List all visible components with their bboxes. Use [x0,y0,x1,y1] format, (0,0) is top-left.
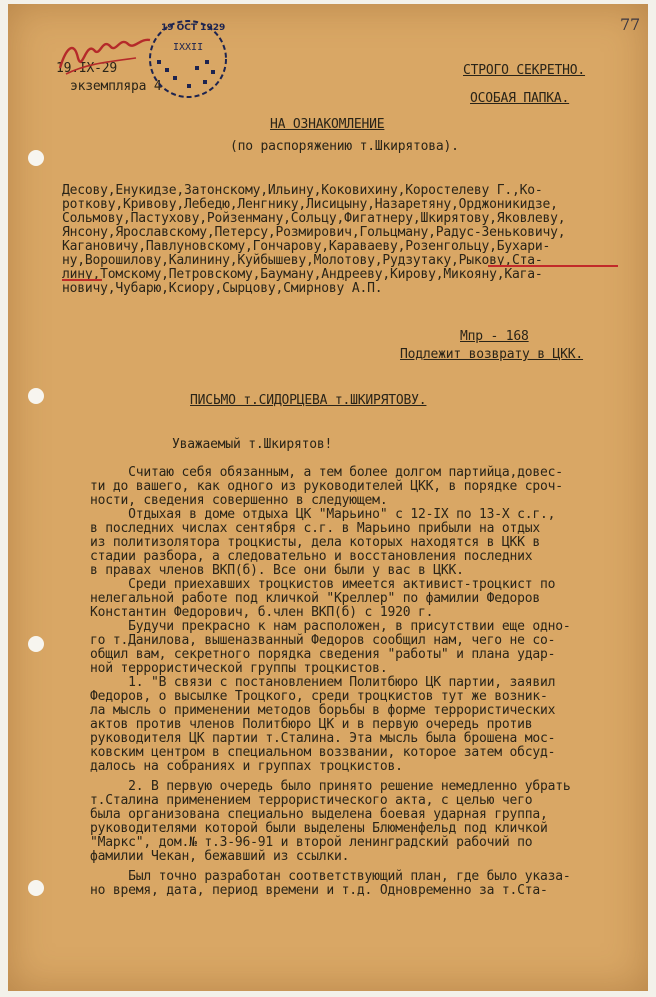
letter-line: Будучи прекрасно к нам расположен, в присутствии еще одно- [90,619,571,634]
binder-hole [28,150,44,166]
letter-line: руководителями которой были выделены Блюменфельд под кличкой [90,821,548,836]
distribution-line: Кагановичу,Павлуновскому,Гончарову,Караваеву,Розенгольцу,Бухари- [62,239,551,254]
letter-line: ности, сведения совершенно в следующем. [90,493,388,508]
letter-line: далось на собраниях и группах троцкистов. [90,759,403,774]
return-note: Подлежит возврату в ЦКК. [400,347,584,362]
letter-line: актов против членов Политбюро ЦК и в первую очередь против [90,717,533,732]
distribution-title: НА ОЗНАКОМЛЕНИЕ [270,117,385,132]
letter-line: Отдыхая в доме отдыха ЦК "Марьино" с 12-IX по 13-X с.г., [90,507,556,522]
letter-line: Считаю себя обязанным, а тем более долгом партийца,довес- [90,465,563,480]
letter-line: руководителя ЦК партии т.Сталина. Эта мысль была брошена мос- [90,731,556,746]
letter-line: "Маркс", дом.№ т.3-96-91 и второй ленинградский рабочий по [90,835,533,850]
letter-line: в правах членов ВКП(б). Все они были у вас в ЦКК. [90,563,464,578]
secrecy-label: СТРОГО СЕКРЕТНО. [463,63,586,78]
binder-hole [28,636,44,652]
document-page [8,4,648,991]
letter-title: ПИСЬМО т.СИДОРЦЕВА т.ШКИРЯТОВУ. [190,393,427,408]
letter-line: фамилии Чекан, бежавший из ссылки. [90,849,350,864]
distribution-line: Сольмову,Пастухову,Ройзенману,Сольцу,Фигатнеру,Шкирятову,Яковлеву, [62,211,566,226]
copy-number: экземпляра 4 [70,79,162,94]
letter-line: т.Сталина применением террористического акта, с целью чего [90,793,533,808]
letter-line: Был точно разработан соответствующий план, где было указа- [90,869,571,884]
letter-line: из политизолятора троцкисты, дела которых находятся в ЦКК в [90,535,540,550]
letter-line: Федоров, о высылке Троцкого, среди троцкистов тут же возник- [90,689,548,704]
letter-line: 2. В первую очередь было принято решение немедленно убрать [90,779,571,794]
document-date: 19.IX-29 [56,61,118,76]
letter-greeting: Уважаемый т.Шкирятов! [172,437,333,452]
distribution-line: роткову,Кривову,Лебедю,Ленгнику,Лисицыну,Назаретяну,Орджоникидзе, [62,197,558,212]
letter-line: в последних числах сентября с.г. в Марьино прибыли на отдых [90,521,540,536]
letter-line: Константин Федорович, б.член ВКП(б) с 1920 г. [90,605,434,620]
letter-line: стадии разбора, а следовательно и восстановления последних [90,549,533,564]
letter-line: ла мысль о применении методов борьбы в форме террористических [90,703,556,718]
stamp-date: 19 OCT 1929 [161,23,226,33]
distribution-line: Янсону,Ярославскому,Петерсу,Розмирович,Гольцману,Радус-Зеньковичу, [62,225,566,240]
distribution-line: новичу,Чубарю,Ксиору,Сырцову,Смирнову А.П. [62,281,383,296]
letter-line: общил вам, секретного порядка сведения "работы" и плана удар- [90,647,556,662]
binder-hole [28,388,44,404]
distribution-line: ну,Ворошилову,Калинину,Куйбышеву,Молотову,Рудзутаку,Рыкову,Ста- [62,253,543,268]
red-underline-mark [62,279,102,281]
letter-line: Среди приехавших троцкистов имеется активист-троцкист по [90,577,556,592]
stamp-extra: IXXII [173,42,204,53]
distribution-subtitle: (по распоряжению т.Шкирятова). [230,139,459,154]
handwritten-signature [56,28,156,78]
distribution-line: Десову,Енукидзе,Затонскому,Ильину,Коковихину,Коростелеву Г.,Ко- [62,183,543,198]
binder-hole [28,880,44,896]
distribution-line: лину,Томскому,Петровскому,Бауману,Андрееву,Кирову,Микояну,Кага- [62,267,543,282]
letter-line: была организована специально выделена боевая ударная группа, [90,807,548,822]
page-number: 77 [620,15,640,34]
letter-line: ной террористической группы троцкистов. [90,661,388,676]
registration-stamp [143,14,233,104]
letter-line: нелегальной работе под кличкой "Креллер" по фамилии Федоров [90,591,540,606]
letter-line: 1. "В связи с постановлением Политбюро ЦК партии, заявил [90,675,556,690]
folder-label: ОСОБАЯ ПАПКА. [470,91,570,106]
letter-line: но время, дата, период времени и т.д. Одновременно за т.Ста- [90,883,548,898]
red-underline-mark [488,265,618,267]
letter-line: го т.Данилова, вышеназванный Федоров сообщил нам, чего не со- [90,633,556,648]
reference-number: Мпр - 168 [460,329,529,344]
letter-line: ковским центром в специальном воззвании, которое затем обсуд- [90,745,556,760]
letter-line: ти до вашего, как одного из руководителей ЦКК, в порядке сроч- [90,479,563,494]
